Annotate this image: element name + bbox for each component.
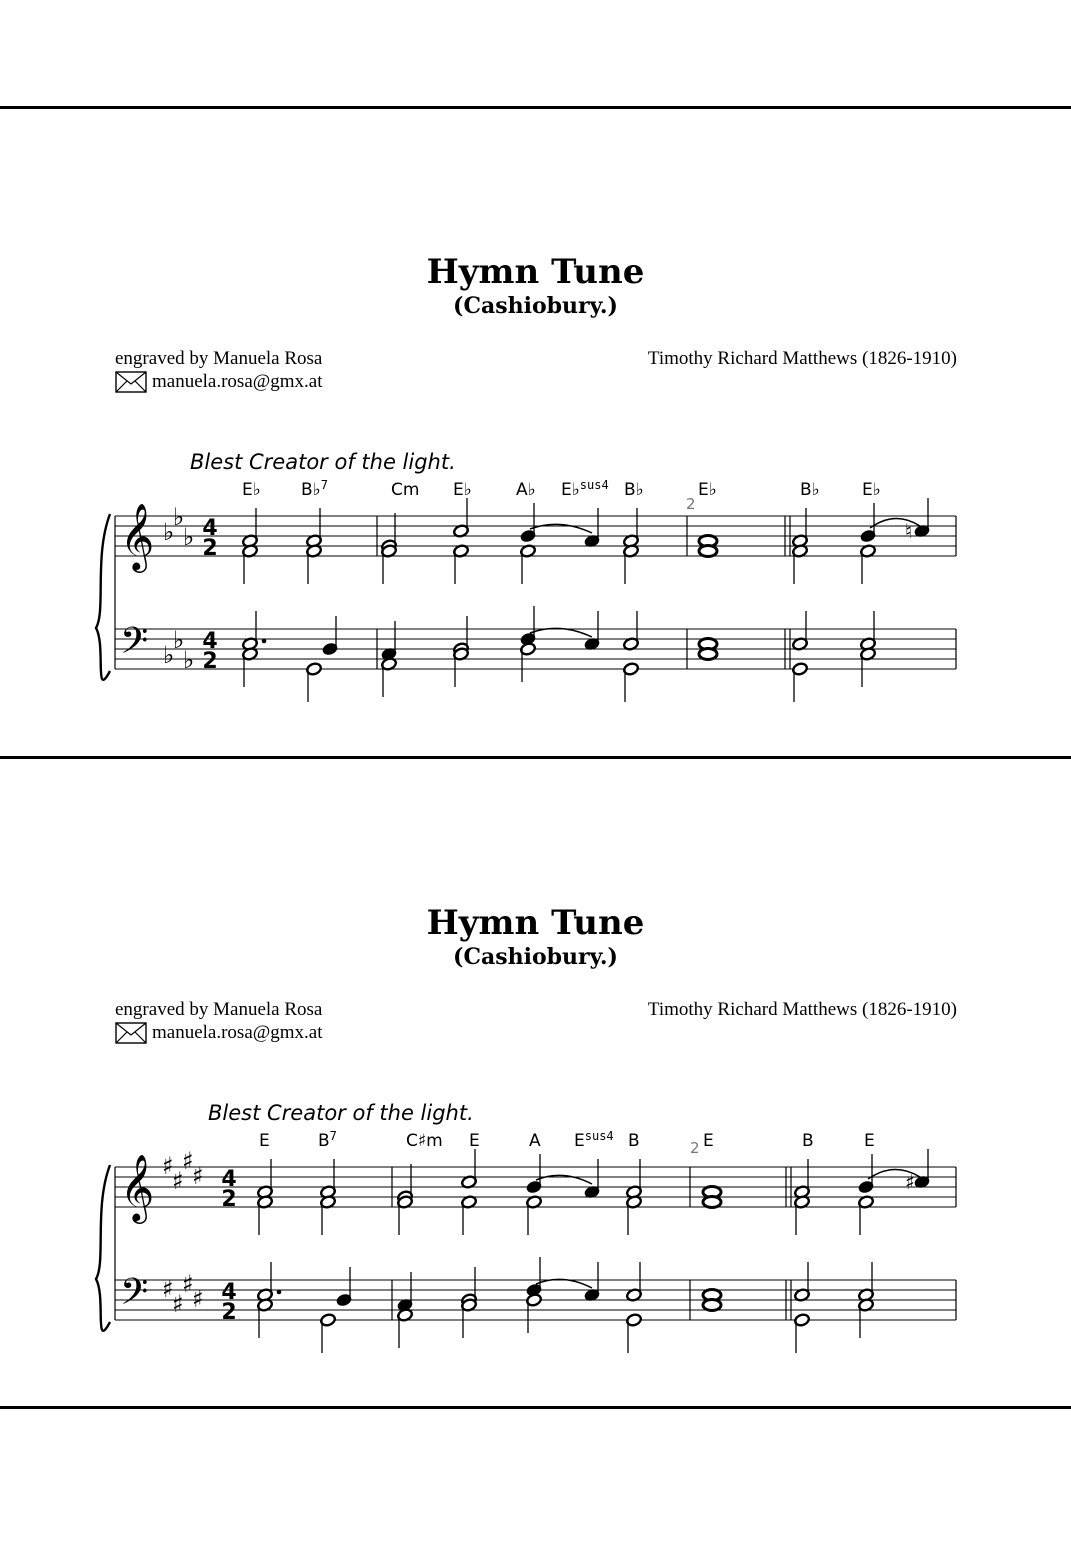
- whole-note: [699, 546, 717, 557]
- key-signature-accidental: ♯: [162, 1152, 174, 1180]
- bar-number: 2: [690, 1139, 700, 1157]
- bar-number: 2: [686, 495, 696, 513]
- chord-symbol: E: [259, 1131, 270, 1151]
- slur: [530, 628, 592, 637]
- page-divider-top: [0, 106, 1071, 109]
- key-signature-accidental: ♭: [183, 523, 195, 551]
- score-subtitle: (Cashiobury.): [453, 293, 618, 319]
- chord-symbol: C♯m: [406, 1131, 443, 1151]
- engraver-credit: engraved by Manuela Rosa: [115, 999, 323, 1020]
- whole-note: [703, 1197, 721, 1208]
- grand-staff: [96, 1101, 956, 1353]
- score-sheet-2: [0, 903, 1071, 1553]
- system-brace: [96, 1165, 110, 1331]
- chord-symbol: A: [529, 1131, 541, 1151]
- slur: [536, 1279, 592, 1288]
- time-signature-denominator: 2: [202, 649, 218, 674]
- treble-clef: 𝄞: [120, 1153, 155, 1221]
- key-signature-accidental: ♯: [182, 1270, 194, 1298]
- treble-clef: 𝄞: [120, 502, 155, 570]
- time-signature-numerator: 4: [202, 516, 218, 541]
- score-title: Hymn Tune: [426, 903, 645, 943]
- augmentation-dot: [262, 639, 267, 644]
- chord-symbol: E: [469, 1131, 480, 1151]
- time-signature-numerator: 4: [221, 1167, 237, 1192]
- key-signature-accidental: ♭: [173, 503, 185, 531]
- whole-note: [703, 1300, 721, 1311]
- chord-symbol: B♭: [800, 480, 820, 500]
- score-sheet-1: [0, 252, 1071, 902]
- key-signature-accidental: ♯: [162, 1275, 174, 1303]
- time-signature-numerator: 4: [202, 629, 218, 654]
- chord-symbol: E♭: [453, 480, 472, 500]
- chord-symbol: E: [864, 1131, 875, 1151]
- chord-symbol: $E^{sus4}$: [574, 1129, 614, 1151]
- key-signature-accidental: ♭: [173, 626, 185, 654]
- lyric-line: Blest Creator of the light.: [190, 450, 456, 474]
- time-signature-denominator: 2: [221, 1300, 237, 1325]
- whole-note: [699, 649, 717, 660]
- key-signature-accidental: ♯: [192, 1162, 204, 1190]
- chord-symbol: E♭: [242, 480, 261, 500]
- augmentation-dot: [277, 1290, 282, 1295]
- key-signature-accidental: ♭: [183, 646, 195, 674]
- composer-credit: Timothy Richard Matthews (1826-1910): [647, 999, 957, 1020]
- chord-symbol: B♭: [624, 480, 644, 500]
- chord-symbol: E: [703, 1131, 714, 1151]
- accidental: ♯: [905, 1170, 915, 1194]
- music-system: [0, 903, 1071, 1553]
- composer-credit: Timothy Richard Matthews (1826-1910): [647, 348, 957, 369]
- time-signature-denominator: 2: [202, 536, 218, 561]
- chord-symbol: B: [628, 1131, 640, 1151]
- key-signature-accidental: ♭: [163, 518, 175, 546]
- key-signature-accidental: ♯: [172, 1167, 184, 1195]
- key-signature-accidental: ♭: [163, 641, 175, 669]
- chord-symbol: E♭$^{sus4}$: [561, 478, 609, 500]
- system-brace: [96, 514, 110, 680]
- time-signature-denominator: 2: [221, 1187, 237, 1212]
- score-title: Hymn Tune: [426, 252, 645, 292]
- music-system: [0, 252, 1071, 902]
- grand-staff: [96, 450, 956, 702]
- chord-symbol: E♭: [862, 480, 881, 500]
- accidental: ♮: [905, 519, 913, 543]
- time-signature-numerator: 4: [221, 1280, 237, 1305]
- lyric-line: Blest Creator of the light.: [208, 1101, 474, 1125]
- bass-clef: 𝄢: [120, 620, 149, 671]
- chord-symbol: B♭$^7$: [301, 478, 328, 500]
- slur: [870, 518, 920, 528]
- key-signature-accidental: ♯: [182, 1147, 194, 1175]
- chord-symbol: $B^7$: [318, 1129, 337, 1151]
- email-address[interactable]: manuela.rosa@gmx.at: [152, 371, 323, 392]
- key-signature-accidental: ♯: [192, 1285, 204, 1313]
- engraver-credit: engraved by Manuela Rosa: [115, 348, 323, 369]
- chord-symbol: B: [802, 1131, 814, 1151]
- key-signature-accidental: ♯: [172, 1290, 184, 1318]
- bass-clef: 𝄢: [120, 1271, 149, 1322]
- chord-symbol: Cm: [391, 480, 420, 500]
- email-address[interactable]: manuela.rosa@gmx.at: [152, 1022, 323, 1043]
- chord-symbol: E♭: [698, 480, 717, 500]
- chord-symbol: A♭: [516, 480, 536, 500]
- score-subtitle: (Cashiobury.): [453, 944, 618, 970]
